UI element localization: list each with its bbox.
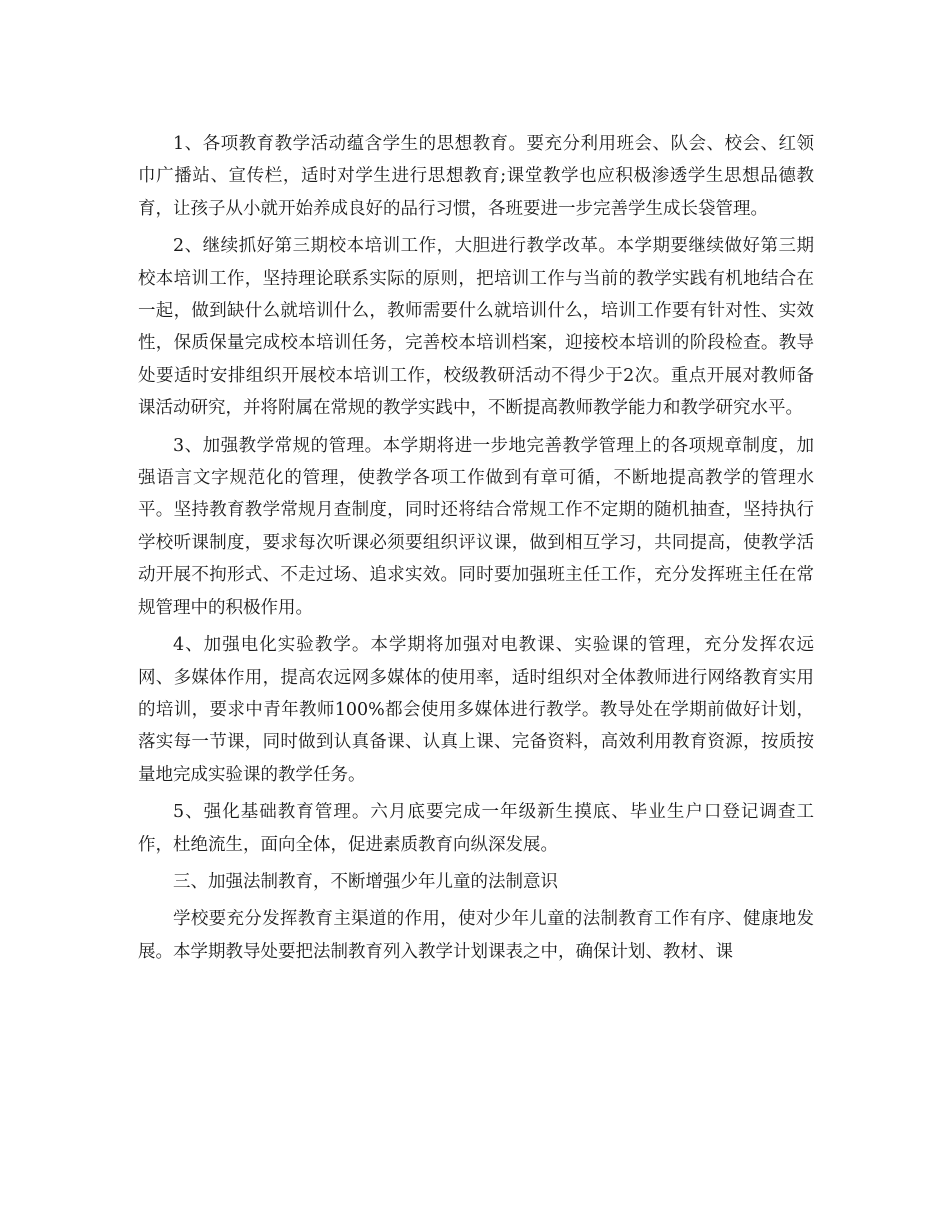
paragraph-item-6: 学校要充分发挥教育主渠道的作用，使对少年儿童的法制教育工作有序、健康地发展。本学期教导处要把法制教育列入教学计划课表之中，确保计划、教材、课 bbox=[138, 909, 814, 962]
paragraph-item-1: 1、各项教育教学活动蕴含学生的思想教育。要充分利用班会、队会、校会、红领巾广播站、宣传栏，适时对学生进行思想教育;课堂教学也应积极渗透学生思想品德教育，让孩子从小就开始养成良好的品行习惯，各班要进一步完善学生成长袋管理。 bbox=[138, 134, 814, 219]
paragraph-item-4: 4、加强电化实验教学。本学期将加强对电教课、实验课的管理，充分发挥农远网、多媒体作用，提高农远网多媒体的使用率，适时组织对全体教师进行网络教育实用的培训，要求中青年教师100%都会使用多媒体进行教学。教导处在学期前做好计划，落实每一节课，同时做到认真备课、认真上课、完备资料，高效利用教育资源，按质按量地完成实验课的教学任务。 bbox=[138, 635, 814, 785]
section-heading: 三、加强法制教育，不断增强少年儿童的法制意识 bbox=[173, 871, 558, 892]
paragraph-item-5: 5、强化基础教育管理。六月底要完成一年级新生摸底、毕业生户口登记调查工作，杜绝流生，面向全体，促进素质教育向纵深发展。 bbox=[138, 802, 814, 855]
paragraph-item-2: 2、继续抓好第三期校本培训工作，大胆进行教学改革。本学期要继续做好第三期校本培训工作，坚持理论联系实际的原则，把培训工作与当前的教学实践有机地结合在一起，做到缺什么就培训什么，教师需要什么就培训什么，培训工作要有针对性、实效性，保质保量完成校本培训任务，完善校本培训档案，迎接校本培训的阶段检查。教导处要适时安排组织开展校本培训工作，校级教研活动不得少于2次。重点开展对教师备课活动研究，并将附属在常规的教学实践中，不断提高教师教学能力和教学研究水平。 bbox=[138, 236, 814, 419]
paragraph-item-3: 3、加强教学常规的管理。本学期将进一步地完善教学管理上的各项规章制度，加强语言文字规范化的管理，使教学各项工作做到有章可循，不断地提高教学的管理水平。坚持教育教学常规月查制度，同时还将结合常规工作不定期的随机抽查，坚持执行学校听课制度，要求每次听课必须要组织评议课，做到相互学习，共同提高，使教学活动开展不拘形式、不走过场、追求实效。同时要加强班主任工作，充分发挥班主任在常规管理中的积极作用。 bbox=[138, 435, 814, 618]
document-body bbox=[138, 128, 814, 973]
